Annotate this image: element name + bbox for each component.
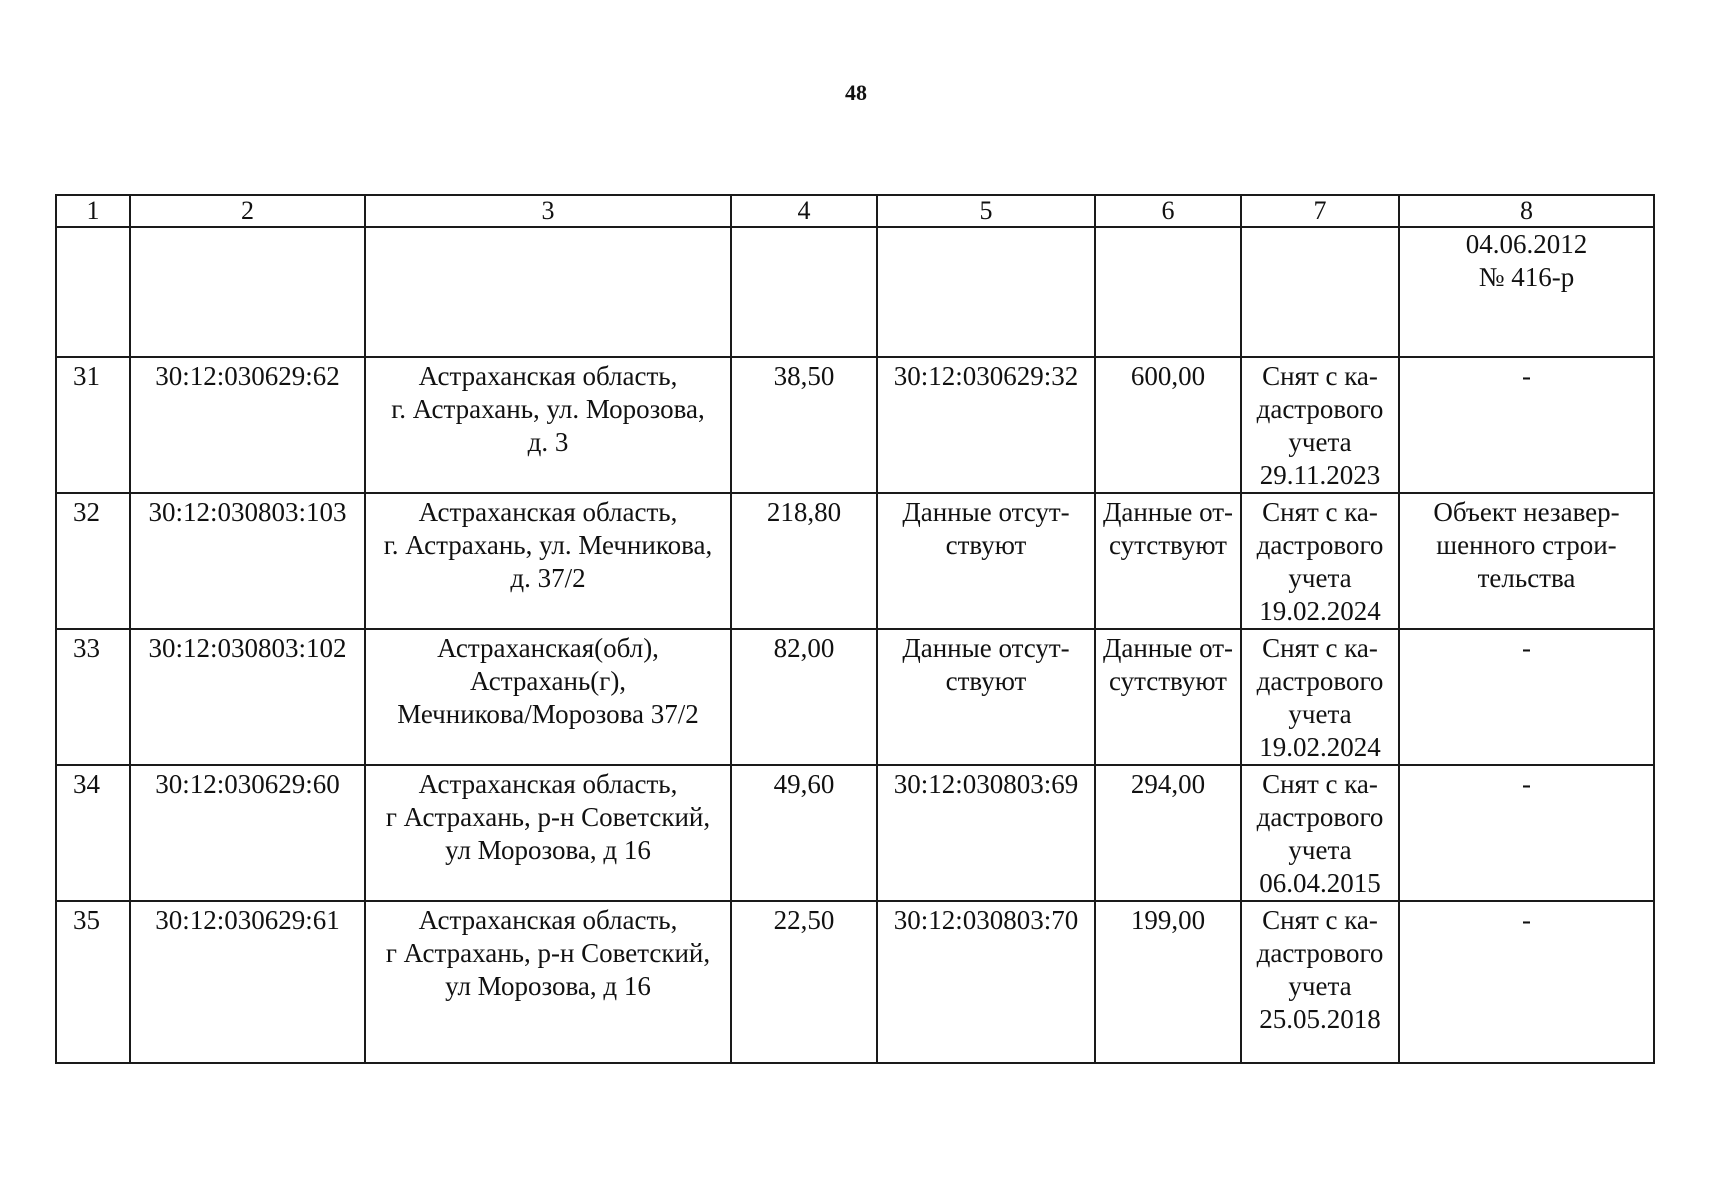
note-cell: [1399, 493, 1654, 629]
table-cell: [731, 227, 877, 357]
continuation-note-cell: [1399, 227, 1654, 357]
table-row: [56, 765, 1654, 901]
cell-line: сутствуют: [1109, 530, 1227, 560]
cell-line: 199,00: [1130, 905, 1206, 935]
cell-line: тельства: [1477, 563, 1576, 593]
header-cell: 7: [1241, 195, 1399, 227]
cell-line: Мечникова/Морозова 37/2: [397, 699, 699, 729]
cell-line: 29.11.2023: [1259, 460, 1381, 490]
note-cell: [1399, 357, 1654, 493]
cell-line: 04.06.2012: [1465, 229, 1588, 259]
address-cell: [365, 493, 731, 629]
land-cadastral-cell: [877, 493, 1095, 629]
row-number-cell: 34: [56, 765, 130, 901]
cell-line: дастрового: [1256, 938, 1384, 968]
cell-line: -: [1522, 905, 1531, 935]
cell-line: г. Астрахань, ул. Мечникова,: [383, 530, 713, 560]
area-cell: 38,50: [731, 357, 877, 493]
cell-line: учета: [1288, 427, 1352, 457]
header-cell: 5: [877, 195, 1095, 227]
cell-line: ул Морозова, д 16: [445, 835, 651, 865]
note-cell: [1399, 629, 1654, 765]
cell-line: д. 37/2: [510, 563, 586, 593]
cell-line: дастрового: [1256, 394, 1384, 424]
status-cell: [1241, 901, 1399, 1063]
cadastral-number-cell: 30:12:030803:103: [130, 493, 365, 629]
table-cell: [1241, 227, 1399, 357]
header-row: [56, 195, 1654, 227]
land-area-cell: [1095, 493, 1241, 629]
cell-line: 19.02.2024: [1259, 596, 1381, 626]
table-cell: [877, 227, 1095, 357]
address-cell: [365, 357, 731, 493]
cell-line: -: [1522, 633, 1531, 663]
address-cell: [365, 901, 731, 1063]
cell-line: Снят с ка-: [1262, 361, 1378, 391]
cell-line: 294,00: [1130, 769, 1206, 799]
land-area-cell: [1095, 357, 1241, 493]
cell-line: ствуют: [945, 666, 1027, 696]
cell-line: № 416-р: [1478, 262, 1575, 292]
address-cell: [365, 629, 731, 765]
cell-line: 30:12:030629:32: [893, 361, 1079, 391]
table-row: [56, 493, 1654, 629]
table-cell: [365, 227, 731, 357]
cadastral-number-cell: 30:12:030629:60: [130, 765, 365, 901]
cadastral-number-cell: 30:12:030629:61: [130, 901, 365, 1063]
cell-line: сутствуют: [1109, 666, 1227, 696]
cell-line: г Астрахань, р-н Советский,: [385, 938, 711, 968]
land-area-cell: [1095, 629, 1241, 765]
cell-line: ул Морозова, д 16: [445, 971, 651, 1001]
cell-line: Астраханская область,: [418, 361, 678, 391]
page-number: 48: [845, 80, 867, 105]
area-cell: 218,80: [731, 493, 877, 629]
row-number-cell: 33: [56, 629, 130, 765]
cell-line: Данные отсут-: [902, 497, 1070, 527]
header-cell: 1: [56, 195, 130, 227]
area-cell: 49,60: [731, 765, 877, 901]
cell-line: дастрового: [1256, 530, 1384, 560]
cadastral-number-cell: 30:12:030629:62: [130, 357, 365, 493]
cell-line: Снят с ка-: [1262, 769, 1378, 799]
registry-table: [55, 194, 1655, 1064]
cell-line: д. 3: [527, 427, 569, 457]
header-cell: 2: [130, 195, 365, 227]
header-cell: 3: [365, 195, 731, 227]
cell-line: Данные от-: [1102, 497, 1234, 527]
status-cell: [1241, 765, 1399, 901]
cell-line: 30:12:030803:70: [893, 905, 1079, 935]
status-cell: [1241, 493, 1399, 629]
table-cell: [56, 227, 130, 357]
status-cell: [1241, 357, 1399, 493]
continuation-row: [56, 227, 1654, 357]
table-cell: [130, 227, 365, 357]
header-cell: 6: [1095, 195, 1241, 227]
land-area-cell: [1095, 765, 1241, 901]
cell-line: Астраханская(обл),: [437, 633, 659, 663]
cell-line: Астрахань(г),: [469, 666, 627, 696]
cell-line: -: [1522, 769, 1531, 799]
note-cell: [1399, 901, 1654, 1063]
cell-line: шенного строи-: [1436, 530, 1617, 560]
cell-line: 600,00: [1130, 361, 1206, 391]
header-cell: 8: [1399, 195, 1654, 227]
table-row: [56, 357, 1654, 493]
cell-line: ствуют: [945, 530, 1027, 560]
cell-line: учета: [1288, 835, 1352, 865]
cadastral-number-cell: 30:12:030803:102: [130, 629, 365, 765]
cell-line: Снят с ка-: [1262, 497, 1378, 527]
table-row: [56, 901, 1654, 1063]
table-row: [56, 629, 1654, 765]
cell-line: учета: [1288, 971, 1352, 1001]
cell-line: Астраханская область,: [418, 905, 678, 935]
cell-line: дастрового: [1256, 802, 1384, 832]
land-cadastral-cell: [877, 765, 1095, 901]
cell-line: Объект незавер-: [1433, 497, 1620, 527]
note-cell: [1399, 765, 1654, 901]
cell-line: учета: [1288, 563, 1352, 593]
status-cell: [1241, 629, 1399, 765]
row-number-cell: 32: [56, 493, 130, 629]
area-cell: 82,00: [731, 629, 877, 765]
land-cadastral-cell: [877, 901, 1095, 1063]
row-number-cell: 35: [56, 901, 130, 1063]
cell-line: 30:12:030803:69: [893, 769, 1079, 799]
cell-line: -: [1522, 361, 1531, 391]
cell-line: г. Астрахань, ул. Морозова,: [391, 394, 705, 424]
land-cadastral-cell: [877, 629, 1095, 765]
cell-line: учета: [1288, 699, 1352, 729]
cell-line: 06.04.2015: [1259, 868, 1381, 898]
cell-line: Астраханская область,: [418, 497, 678, 527]
land-area-cell: [1095, 901, 1241, 1063]
table-cell: [1095, 227, 1241, 357]
cell-line: Астраханская область,: [418, 769, 678, 799]
cell-line: г Астрахань, р-н Советский,: [385, 802, 711, 832]
land-cadastral-cell: [877, 357, 1095, 493]
cell-line: 25.05.2018: [1259, 1004, 1381, 1034]
cell-line: Снят с ка-: [1262, 633, 1378, 663]
area-cell: 22,50: [731, 901, 877, 1063]
cell-line: 19.02.2024: [1259, 732, 1381, 762]
header-cell: 4: [731, 195, 877, 227]
address-cell: [365, 765, 731, 901]
row-number-cell: 31: [56, 357, 130, 493]
cell-line: Данные отсут-: [902, 633, 1070, 663]
cell-line: Данные от-: [1102, 633, 1234, 663]
cell-line: Снят с ка-: [1262, 905, 1378, 935]
cell-line: дастрового: [1256, 666, 1384, 696]
